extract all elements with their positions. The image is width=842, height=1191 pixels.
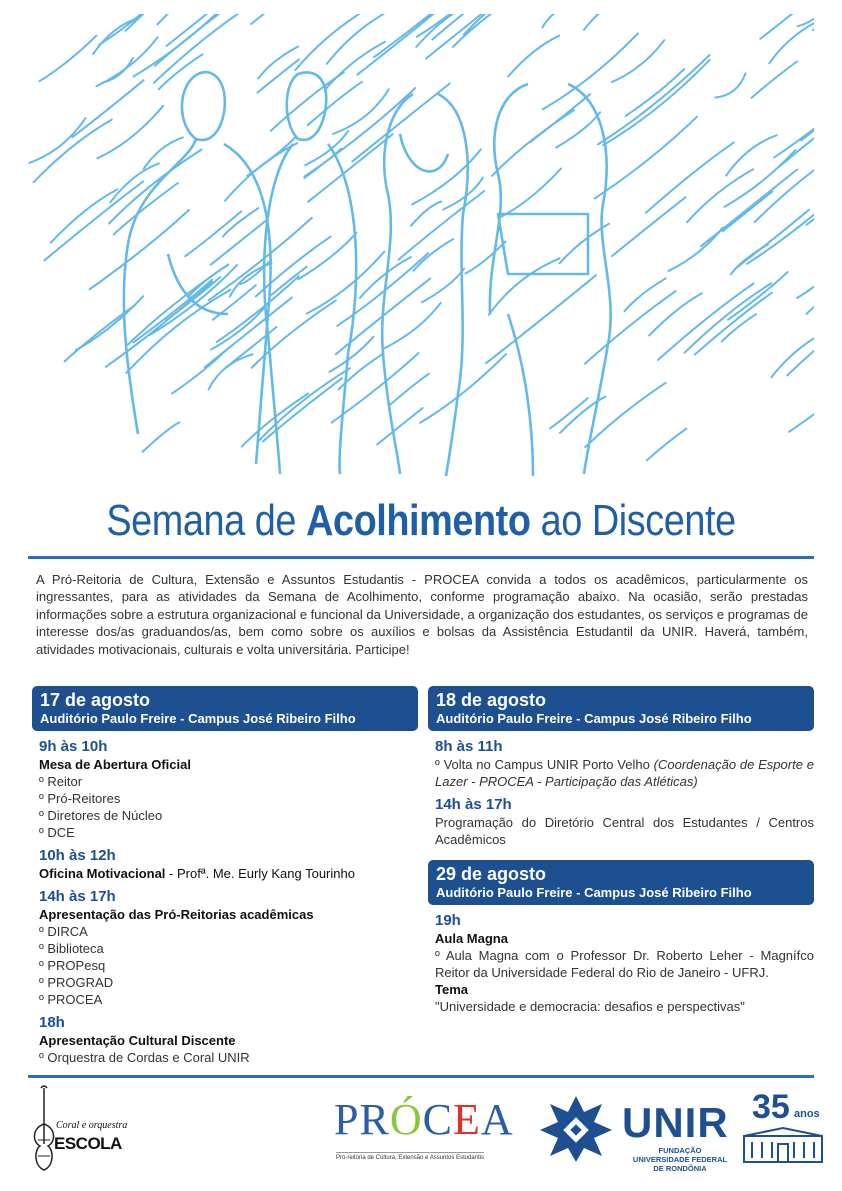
day-header — [32, 686, 418, 731]
hatch-stroke — [93, 18, 138, 54]
hatch-stroke — [787, 290, 814, 375]
day-venue: Auditório Paulo Freire - Campus José Ribeiro Filho — [436, 885, 752, 900]
hatch-stroke — [40, 36, 97, 81]
hatch-stroke — [731, 245, 768, 275]
activity-presenter: - Profª. Me. Eurly Kang Tourinho — [165, 866, 355, 881]
day-date: 17 de agosto — [40, 690, 151, 710]
hatch-stroke — [752, 62, 797, 98]
list-item: º Aula Magna com o Professor Dr. Roberto Leher - Magnífco Reitor da Universidade Federal do Rio de Janeiro - UFRJ. — [435, 947, 814, 981]
hatch-stroke — [102, 58, 133, 83]
hatch-stroke — [90, 210, 189, 289]
hero-illustration — [28, 14, 814, 490]
schedule-day-18 — [428, 686, 814, 1020]
hatch-stroke — [155, 14, 234, 66]
hatch-stroke — [128, 264, 228, 344]
hatch-stroke — [251, 14, 318, 24]
list-item: º PROGRAD — [39, 974, 418, 991]
hatch-stroke — [797, 258, 814, 298]
schedule-block — [428, 911, 814, 1015]
hatch-stroke — [272, 267, 307, 295]
schedule-day-29 — [428, 860, 814, 1015]
list-item: º Biblioteca — [39, 940, 418, 957]
day-header — [428, 686, 814, 731]
hatch-stroke — [465, 241, 505, 273]
hatch-stroke — [443, 178, 483, 210]
procea-e: E — [452, 1095, 481, 1144]
hatch-stroke — [807, 143, 814, 225]
hatch-stroke — [715, 73, 745, 97]
hatch-stroke — [390, 374, 429, 405]
schedule-block — [428, 795, 814, 848]
activity-title: Mesa de Abertura Oficial — [39, 757, 191, 772]
hatch-stroke — [543, 33, 638, 109]
item-text: Volta no Campus UNIR Porto Velho — [443, 757, 654, 772]
hatch-stroke — [325, 42, 385, 90]
list-item: º DIRCA — [39, 923, 418, 940]
schedule-block — [428, 737, 814, 790]
hatch-stroke — [625, 278, 666, 311]
hatch-stroke — [647, 429, 687, 461]
unir-star-icon — [536, 1094, 616, 1164]
list-item: º PROPesq — [39, 957, 418, 974]
hatch-stroke — [585, 291, 676, 364]
schedule-block — [32, 1013, 418, 1066]
list-item: º DCE — [39, 824, 418, 841]
day-date: 18 de agosto — [436, 690, 547, 710]
hatch-stroke — [352, 84, 449, 162]
unir-logo — [536, 1094, 729, 1173]
title-bold: Acolhimento — [306, 496, 531, 545]
hatch-stroke — [598, 55, 710, 144]
time-slot: 9h às 10h — [39, 738, 108, 755]
hatch-stroke — [97, 106, 163, 159]
hatch-stroke — [760, 14, 814, 39]
coral-line2: ESCOLA — [54, 1134, 122, 1153]
hatch-stroke — [258, 47, 298, 79]
hatch-stroke — [327, 14, 400, 64]
hatch-stroke — [500, 169, 561, 218]
hatch-stroke — [584, 14, 634, 30]
student-figures — [124, 72, 611, 476]
hatch-stroke — [185, 211, 241, 256]
time-slot: 10h às 12h — [39, 847, 116, 864]
hatch-stroke — [307, 252, 385, 314]
student-figure-1 — [124, 72, 271, 464]
hatch-stroke — [422, 269, 464, 303]
hatch-stroke — [508, 36, 559, 77]
hatch-stroke — [695, 293, 772, 355]
hatch-stroke — [755, 141, 814, 222]
procea-a: A — [480, 1095, 514, 1144]
procea-o: Ó — [389, 1095, 423, 1144]
page-title — [59, 496, 783, 546]
title-part1: Semana de — [106, 496, 307, 545]
hatch-stroke — [595, 117, 697, 199]
list-item — [435, 756, 814, 790]
day-venue: Auditório Paulo Freire - Campus José Ribeiro Filho — [40, 711, 356, 726]
hatch-stroke — [209, 218, 312, 300]
anniversary-number: 35 — [752, 1088, 790, 1126]
hatch-stroke — [96, 37, 157, 86]
hatch-stroke — [701, 170, 797, 247]
hatch-stroke — [489, 258, 560, 314]
time-slot: 18h — [39, 1014, 65, 1031]
activity-title — [39, 865, 418, 882]
hatch-stroke — [305, 88, 416, 177]
anniversary-anos: anos — [794, 1108, 820, 1120]
procea-p: PR — [334, 1095, 390, 1144]
hatch-stroke — [669, 228, 723, 272]
hatch-stroke — [807, 280, 815, 314]
day-date: 29 de agosto — [436, 864, 547, 884]
day-header — [428, 860, 814, 905]
procea-c: C — [422, 1095, 453, 1144]
hatch-stroke — [99, 14, 163, 45]
hatch-stroke — [774, 75, 814, 157]
hatch-stroke — [143, 422, 180, 452]
hatch-stroke — [411, 202, 441, 226]
activity-title-text: Oficina Motivacional — [39, 866, 166, 881]
list-item: º Pró-Reitores — [39, 790, 418, 807]
schedule-block — [32, 737, 418, 841]
hatch-stroke — [612, 197, 686, 256]
hatch-stroke — [34, 120, 112, 183]
time-slot: 14h às 17h — [39, 888, 116, 905]
time-slot: 8h às 11h — [435, 738, 503, 755]
schedule-block — [32, 846, 418, 882]
hatch-stroke — [51, 189, 118, 242]
hatch-stroke — [257, 59, 299, 92]
title-part2: ao Discente — [530, 496, 736, 545]
procea-wordmark — [334, 1095, 514, 1144]
footer-divider — [28, 1075, 814, 1078]
theme-label: Tema — [435, 982, 468, 997]
schedule-block — [32, 887, 418, 1008]
hatch-stroke — [779, 114, 814, 167]
hatch-stroke — [29, 118, 85, 163]
time-slot: 14h às 17h — [435, 796, 512, 813]
hatch-stroke — [585, 383, 665, 447]
students-sketch-illustration — [28, 14, 814, 490]
hatch-stroke — [133, 280, 212, 343]
procea-subtitle: Pró-reitoria de Cultura, Extensão e Assuntos Estudantis — [336, 1152, 484, 1161]
hatch-stroke — [374, 14, 484, 57]
hatch-stroke — [110, 163, 158, 202]
hatch-stroke — [736, 210, 809, 268]
hatch-stroke — [685, 283, 772, 352]
hatch-stroke — [73, 80, 144, 137]
intro-paragraph: A Pró-Reitoria de Cultura, Extensão e Assuntos Estudantis - PROCEA convida a todos os acadêmicos, particularmente os ingressantes, para as atividades da Semana de Acolhimento, conforme programação abaixo. Na ocasião, serão prestadas informações sobre a estrutura organizacional e funcional da Universidade, a organização dos estudantes, os serviços e programas de interesse dos/as graduandos/as, bem como sobre os auxílios e bolsas da Assistência Estudantil da UNIR. Haverá, também, atividades motivacionais, culturais e volta universitária. Participe! — [36, 572, 808, 657]
hatch-stroke — [646, 142, 734, 212]
activity-title: Apresentação das Pró-Reitorias acadêmicas — [39, 907, 314, 922]
activity-description: Programação do Diretório Central dos Estudantes / Centros Acadêmicos — [435, 815, 814, 847]
list-item: º PROCEA — [39, 991, 418, 1008]
hatch-stroke — [658, 283, 754, 360]
hatch-strokes — [29, 14, 814, 460]
procea-logo — [334, 1095, 514, 1166]
hatch-stroke — [308, 82, 362, 126]
item-note: (Coordenação de Esporte e Lazer - PROCEA - Participação das Atléticas) — [435, 757, 814, 789]
day-venue: Auditório Paulo Freire - Campus José Ribeiro Filho — [436, 711, 752, 726]
unir-wordmark: UNIR — [622, 1099, 729, 1146]
activity-title: Aula Magna — [435, 931, 508, 946]
list-item: º Reitor — [39, 773, 418, 790]
hatch-stroke — [420, 354, 506, 423]
title-divider — [28, 556, 814, 559]
student-figure-4 — [490, 84, 611, 476]
hatch-stroke — [542, 14, 574, 27]
hatch-stroke — [453, 14, 521, 47]
list-item: º Orquestra de Cordas e Coral UNIR — [39, 1049, 418, 1066]
schedule-day-17 — [32, 686, 418, 1071]
hatch-stroke — [612, 40, 664, 82]
unir-subtitle: FUNDAÇÃO UNIVERSIDADE FEDERAL DE RONDÔNIA — [632, 1146, 728, 1173]
hatch-stroke — [247, 137, 296, 176]
list-item: º Diretores de Núcleo — [39, 807, 418, 824]
building-icon — [740, 1126, 826, 1166]
hatch-stroke — [211, 219, 268, 265]
hatch-stroke — [172, 350, 226, 393]
theme-text: "Universidade e democracia: desafios e perspectivas" — [435, 999, 745, 1014]
time-slot: 19h — [435, 912, 461, 929]
hatch-stroke — [464, 14, 521, 35]
coral-orquestra-logo — [30, 1084, 140, 1176]
hatch-stroke — [414, 239, 454, 271]
activity-title: Apresentação Cultural Discente — [39, 1033, 236, 1048]
coral-line1: Coral e orquestra — [56, 1120, 128, 1131]
hatch-stroke — [486, 275, 596, 363]
35-anos-logo — [740, 1090, 826, 1166]
hatch-stroke — [377, 408, 423, 445]
hatch-stroke — [492, 110, 574, 176]
